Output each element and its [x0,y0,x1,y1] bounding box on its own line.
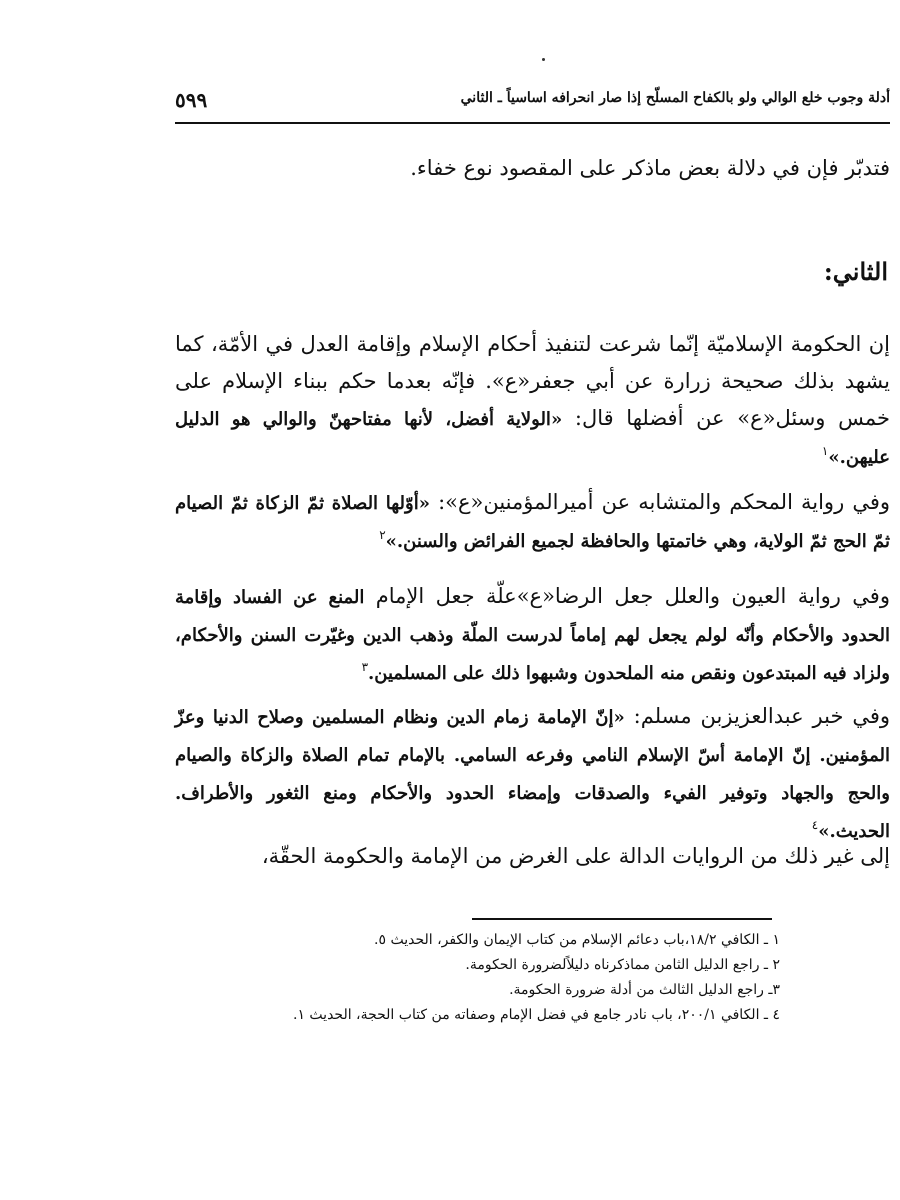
footnote-rule [472,918,772,920]
paragraph-5-text: وفي خبر عبدالعزيزبن مسلم: [633,704,891,728]
footnote-3: ٣ـ راجع الدليل الثالث من أدلة ضرورة الحكومة. [509,982,780,998]
paragraph-3-quote: «أوّلها الصلاة ثمّ الزكاة ثمّ الصيام ثمّ الحج ثمّ الولاية، وهي خاتمتها والحافظة لجميع الفرائض والسنن.» [175,493,890,552]
page-number: ٥٩٩ [175,88,208,112]
paragraph-4-text: وفي رواية العيون والعلل جعل الرضا«ع»علّة جعل الإمام [375,584,890,608]
running-head: أدلة وجوب خلع الوالي ولو بالكفاح المسلّح إذا صار انحرافه اساسياً ـ الثاني [460,90,890,106]
footnote-ref-4: ٤ [811,818,819,832]
footnote-1: ١ ـ الكافي ١٨/٢،باب دعائم الإسلام من كتاب الإيمان والكفر، الحديث ٥. [374,932,780,948]
footnote-2: ٢ ـ راجع الدليل الثامن مماذكرناه دليلاًلضرورة الحكومة. [465,957,780,973]
footnote-ref-1: ١ [821,444,829,458]
paragraph-1-text: فتدبّر فإن في دلالة بعض ماذكر على المقصود نوع خفاء. [410,156,890,180]
page-header [175,88,890,114]
paragraph-4 [175,578,890,692]
footnotes [175,928,780,1028]
paragraph-2-text: إن الحكومة الإسلاميّة إنّما شرعت لتنفيذ أحكام الإسلام وإقامة العدل في الأمّة، كما يشهد بذلك صحيحة زرارة عن أبي جعفر«ع». فإنّه بعدما حكم ببناء الإسلام على خمس وسئل«ع» عن أفضلها قال: [175,332,891,430]
section-heading: الثاني: [823,257,888,286]
footnote-ref-3: ٣ [361,660,369,674]
header-rule [175,122,890,124]
paragraph-1 [175,150,890,187]
paragraph-6 [175,838,890,875]
paragraph-3 [175,484,890,560]
paragraph-3-text: وفي رواية المحكم والمتشابه عن أميرالمؤمنين«ع»: [438,490,890,514]
paragraph-4-quote: المنع عن الفساد وإقامة الحدود والأحكام وأنّه لولم يجعل لهم إماماً لدرست الملّة وذهب الدين وغيّرت السنن والأحكام، ولزاد فيه المبتدعون ونقص منه الملحدون وشبهوا ذلك على المسلمين. [175,587,890,684]
scan-speck [542,58,545,61]
paragraph-5-quote: «إنّ الإمامة زمام الدين ونظام المسلمين وصلاح الدنيا وعزّ المؤمنين. إنّ الإمامة أسّ الإسلام النامي وفرعه السامي. بالإمام تمام الصلاة والزكاة والصيام والحج والجهاد وتوفير الفيء والصدقات وإمضاء الحدود والأحكام ومنع الثغور والأطراف. الحديث.» [175,707,890,842]
paragraph-2-quote: «الولاية أفضل، لأنها مفتاحهنّ والوالي هو الدليل عليهن.» [175,409,890,468]
paragraph-5 [175,698,890,850]
paragraph-2 [175,326,890,476]
footnote-4: ٤ ـ الكافي ٢٠٠/١، باب نادر جامع في فضل الإمام وصفاته من كتاب الحجة، الحديث ١. [292,1007,780,1023]
footnote-ref-2: ٢ [379,528,386,542]
paragraph-6-text: إلى غير ذلك من الروايات الدالة على الغرض من الإمامة والحكومة الحقّة، [261,844,890,868]
